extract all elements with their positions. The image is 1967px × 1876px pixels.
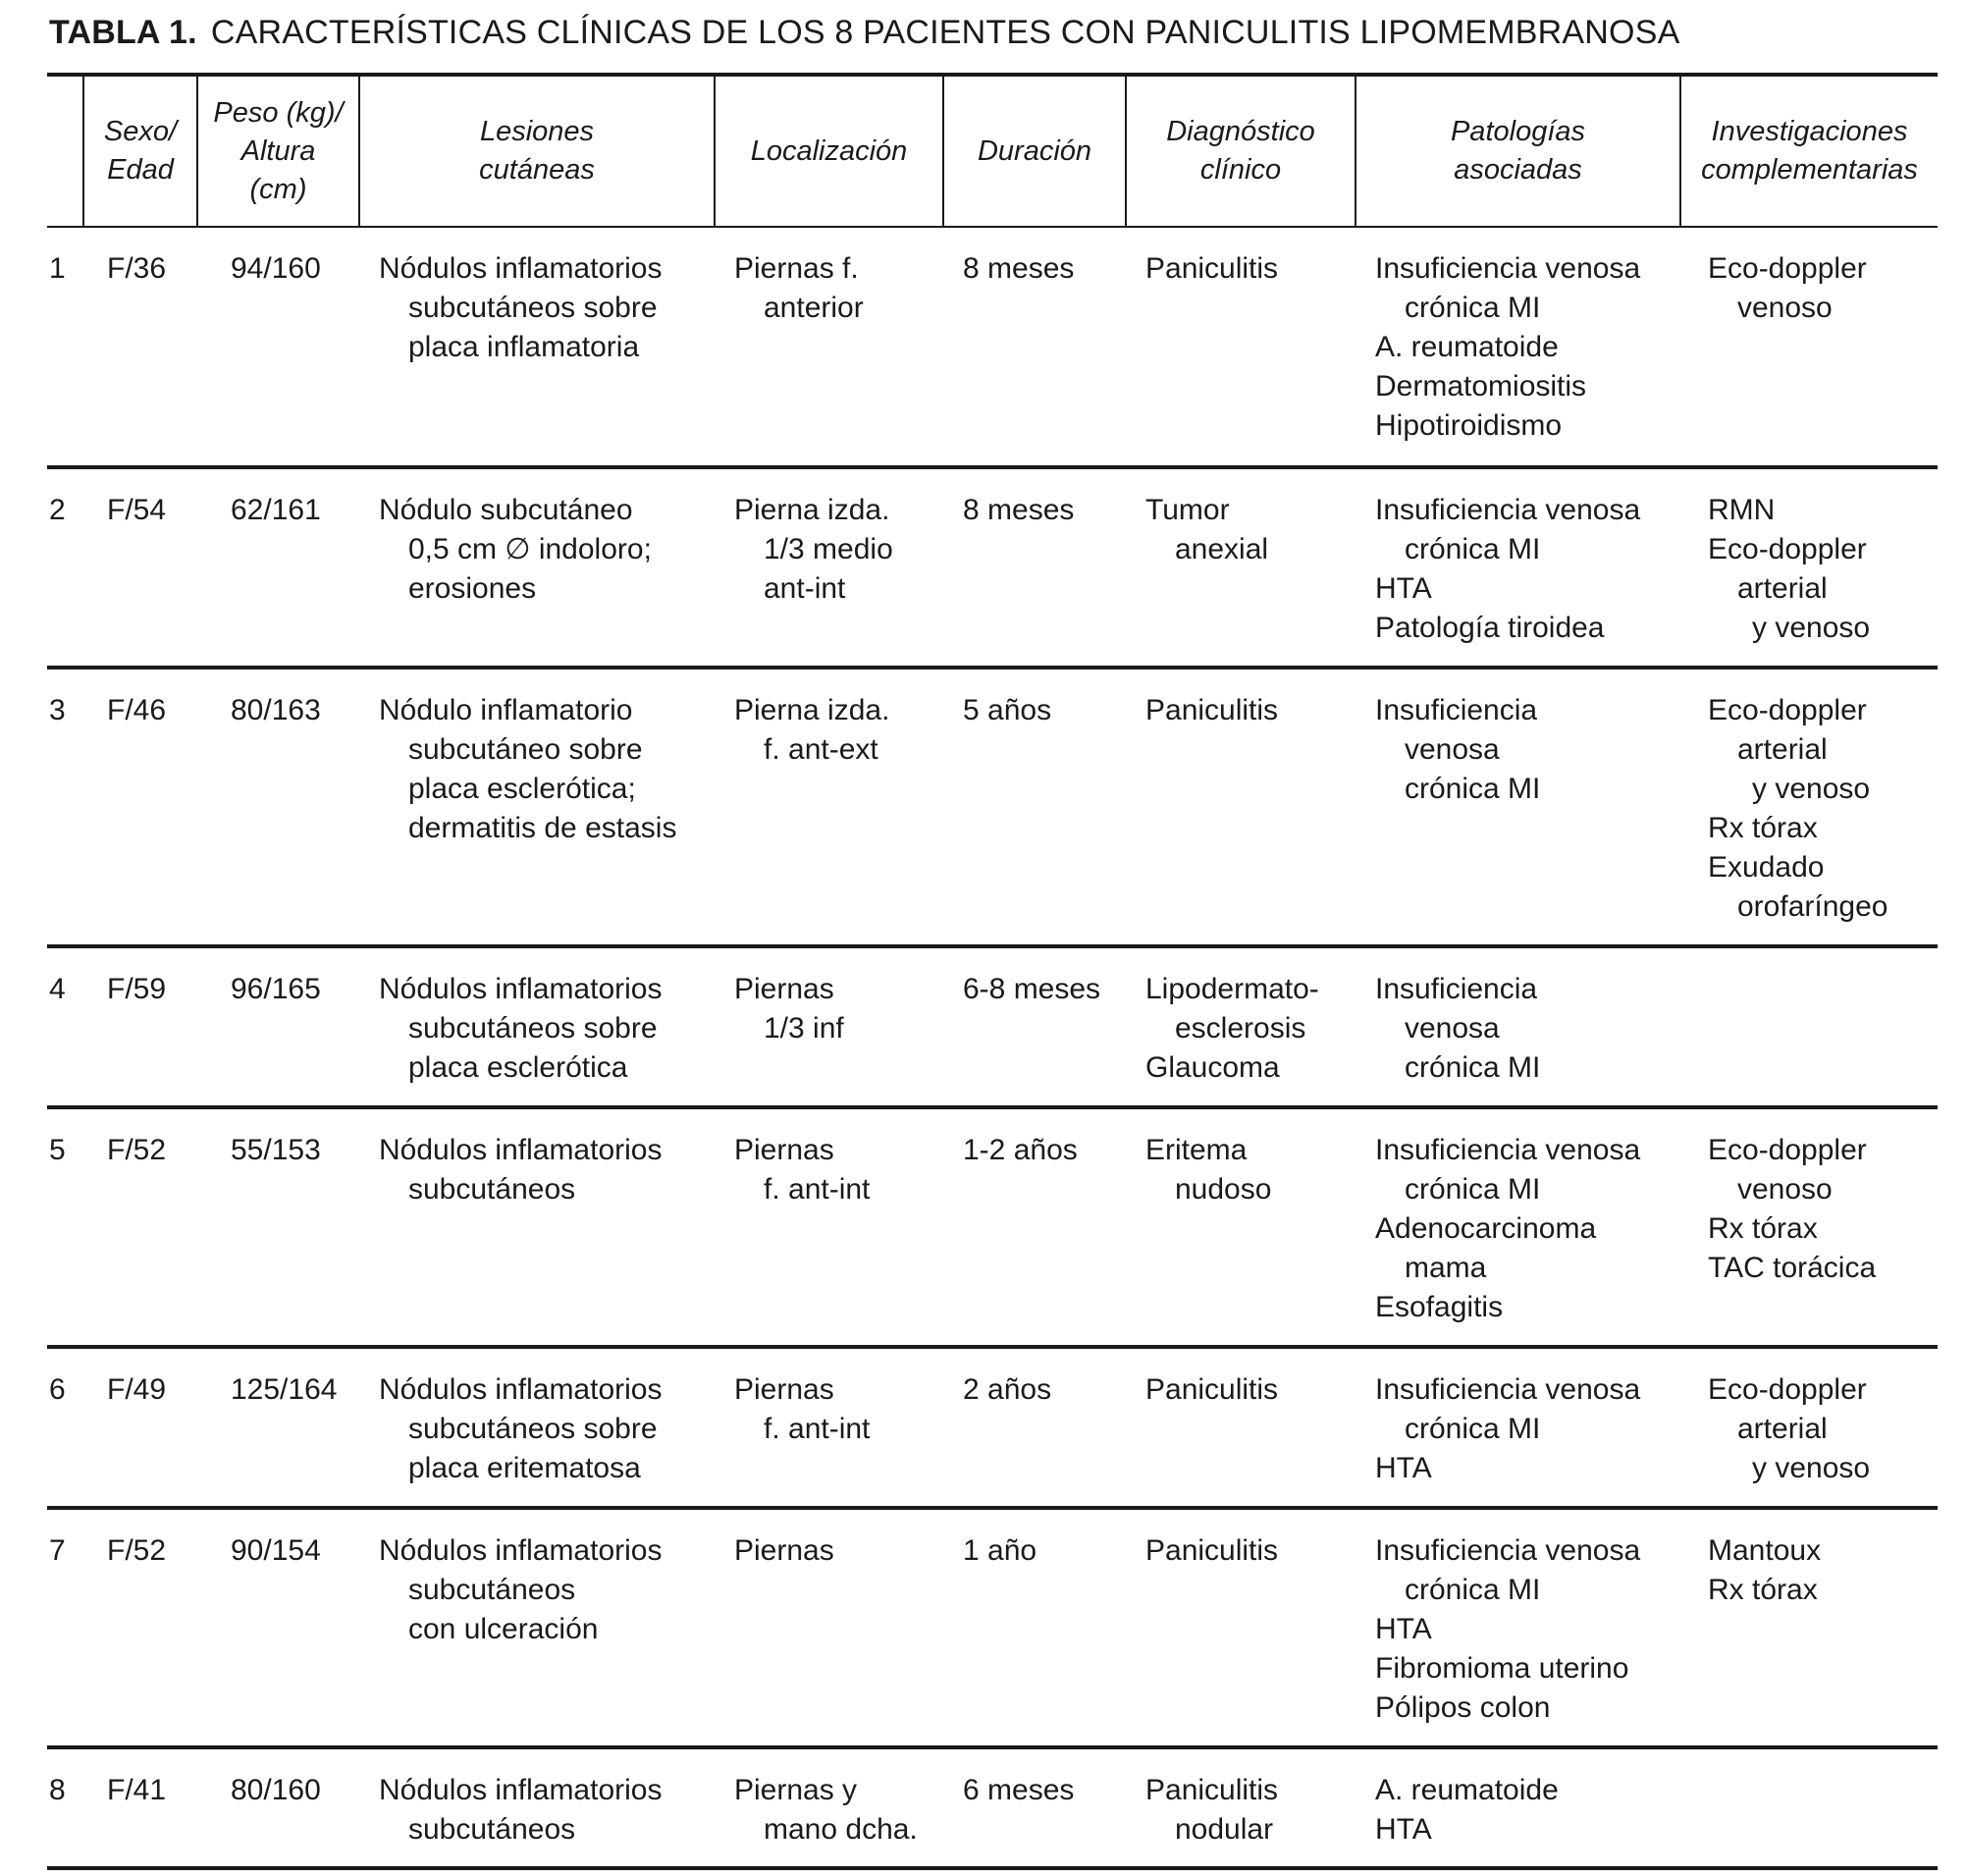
cell-line: 1/3 medio bbox=[764, 533, 893, 565]
cell-patologias bbox=[1356, 1107, 1680, 1347]
cell-sexo: F/52 bbox=[83, 1107, 197, 1347]
cell-patologias bbox=[1356, 1508, 1680, 1747]
cell-sexo: F/52 bbox=[83, 1508, 197, 1747]
cell-line: 1/3 inf bbox=[764, 1012, 844, 1045]
cell-line: Insuficiencia venosa bbox=[1375, 252, 1641, 285]
cell-line: Pólipos colon bbox=[1375, 1691, 1551, 1724]
header-line: (cm) bbox=[249, 173, 307, 205]
cell-peso: 80/163 bbox=[197, 668, 359, 946]
header-diagnostico bbox=[1126, 75, 1356, 227]
cell-peso: 62/161 bbox=[197, 467, 359, 668]
table-row bbox=[47, 668, 1938, 946]
cell-peso: 80/160 bbox=[197, 1747, 359, 1868]
cell-line: RMN bbox=[1708, 494, 1776, 526]
cell-diagnostico bbox=[1126, 1107, 1356, 1347]
cell-duracion: 1-2 años bbox=[943, 1107, 1126, 1347]
cell-sexo: F/54 bbox=[83, 467, 197, 668]
cell-line: HTA bbox=[1375, 1813, 1432, 1846]
cell-num: 3 bbox=[47, 668, 83, 946]
cell-line: arterial bbox=[1737, 1413, 1828, 1445]
cell-line: dermatitis de estasis bbox=[408, 812, 677, 844]
cell-patologias bbox=[1356, 467, 1680, 668]
cell-duracion: 8 meses bbox=[943, 227, 1126, 467]
header-localizacion bbox=[715, 75, 943, 227]
cell-line: Eco-doppler bbox=[1708, 533, 1867, 565]
header-line: Sexo/ bbox=[103, 116, 178, 147]
cell-line: crónica MI bbox=[1405, 773, 1541, 805]
header-patologias bbox=[1356, 75, 1680, 227]
cell-line: Rx tórax bbox=[1708, 1212, 1818, 1245]
cell-peso: 125/164 bbox=[197, 1347, 359, 1508]
cell-line: Eco-doppler bbox=[1708, 694, 1867, 726]
cell-line: Tumor bbox=[1145, 494, 1230, 526]
cell-line: f. ant-int bbox=[764, 1413, 871, 1445]
header-num bbox=[47, 75, 83, 227]
cell-line: crónica MI bbox=[1405, 292, 1541, 324]
cell-line: f. ant-ext bbox=[764, 733, 878, 766]
cell-line: Patología tiroidea bbox=[1375, 612, 1605, 644]
cell-diagnostico bbox=[1126, 1347, 1356, 1508]
cell-line: Hipotiroidismo bbox=[1375, 409, 1563, 442]
cell-lesiones bbox=[359, 1107, 715, 1347]
cell-line: Insuficiencia venosa bbox=[1375, 494, 1641, 526]
header-line: Altura bbox=[240, 134, 316, 167]
cell-num: 7 bbox=[47, 1508, 83, 1747]
cell-sexo: F/46 bbox=[83, 668, 197, 946]
cell-lesiones bbox=[359, 668, 715, 946]
cell-line: Rx tórax bbox=[1708, 812, 1818, 844]
cell-num: 4 bbox=[47, 946, 83, 1107]
cell-lesiones bbox=[359, 467, 715, 668]
cell-line: orofaríngeo bbox=[1737, 890, 1888, 923]
header-line: cutáneas bbox=[479, 154, 595, 186]
cell-num: 1 bbox=[47, 227, 83, 467]
cell-investigaciones bbox=[1680, 1508, 1938, 1747]
cell-diagnostico bbox=[1126, 1508, 1356, 1747]
cell-line: Eco-doppler bbox=[1708, 1373, 1867, 1406]
cell-investigaciones bbox=[1680, 1347, 1938, 1508]
cell-line: Piernas bbox=[734, 1534, 834, 1567]
header-investigaciones bbox=[1680, 75, 1938, 227]
cell-localizacion bbox=[715, 946, 943, 1107]
cell-localizacion bbox=[715, 1747, 943, 1868]
header-duracion bbox=[943, 75, 1126, 227]
header-line: Edad bbox=[107, 154, 174, 186]
cell-line: arterial bbox=[1737, 572, 1828, 605]
cell-line: y venoso bbox=[1752, 1452, 1871, 1484]
cell-line: crónica MI bbox=[1405, 1413, 1541, 1445]
cell-line: HTA bbox=[1375, 1613, 1432, 1645]
cell-duracion: 6 meses bbox=[943, 1747, 1126, 1868]
header-line: Duración bbox=[977, 134, 1092, 167]
cell-line: A. reumatoide bbox=[1375, 331, 1559, 363]
cell-line: Eco-doppler bbox=[1708, 252, 1867, 285]
cell-diagnostico bbox=[1126, 467, 1356, 668]
cell-localizacion bbox=[715, 1508, 943, 1747]
cell-num: 8 bbox=[47, 1747, 83, 1868]
cell-line: placa esclerótica; bbox=[408, 773, 636, 805]
cell-line: Piernas bbox=[734, 1373, 834, 1406]
cell-line: HTA bbox=[1375, 572, 1432, 605]
table-row bbox=[47, 227, 1938, 467]
table-body bbox=[47, 227, 1938, 1868]
cell-investigaciones bbox=[1680, 946, 1938, 1107]
cell-line: placa eritematosa bbox=[408, 1452, 641, 1484]
header-row bbox=[47, 75, 1938, 227]
cell-line: Paniculitis bbox=[1145, 1534, 1279, 1567]
cell-line: TAC torácica bbox=[1708, 1252, 1877, 1284]
cell-duracion: 8 meses bbox=[943, 467, 1126, 668]
cell-line: Glaucoma bbox=[1145, 1051, 1280, 1084]
cell-line: subcutáneo sobre bbox=[408, 733, 643, 766]
cell-line: Paniculitis bbox=[1145, 252, 1279, 285]
cell-sexo: F/49 bbox=[83, 1347, 197, 1508]
cell-line: Insuficiencia bbox=[1375, 973, 1538, 1005]
cell-line: Adenocarcinoma bbox=[1375, 1212, 1597, 1245]
header-line: Investigaciones bbox=[1711, 116, 1908, 147]
cell-duracion: 5 años bbox=[943, 668, 1126, 946]
cell-line: subcutáneos bbox=[408, 1813, 576, 1846]
cell-line: placa esclerótica bbox=[408, 1051, 628, 1084]
cell-localizacion bbox=[715, 1107, 943, 1347]
header-line: clínico bbox=[1199, 154, 1282, 186]
cell-localizacion bbox=[715, 227, 943, 467]
cell-line: y venoso bbox=[1752, 612, 1871, 644]
cell-line: con ulceración bbox=[408, 1613, 599, 1645]
cell-sexo: F/41 bbox=[83, 1747, 197, 1868]
cell-line: Fibromioma uterino bbox=[1375, 1652, 1629, 1685]
cell-line: Nódulos inflamatorios bbox=[379, 973, 663, 1005]
cell-patologias bbox=[1356, 1747, 1680, 1868]
cell-duracion: 1 año bbox=[943, 1508, 1126, 1747]
cell-investigaciones bbox=[1680, 668, 1938, 946]
cell-lesiones bbox=[359, 227, 715, 467]
cell-investigaciones bbox=[1680, 1747, 1938, 1868]
cell-line: esclerosis bbox=[1175, 1012, 1306, 1045]
cell-num: 2 bbox=[47, 467, 83, 668]
cell-peso: 55/153 bbox=[197, 1107, 359, 1347]
cell-num: 6 bbox=[47, 1347, 83, 1508]
cell-line: crónica MI bbox=[1405, 1574, 1541, 1606]
header-peso-altura bbox=[197, 75, 359, 227]
cell-patologias bbox=[1356, 227, 1680, 467]
header-sexo-edad bbox=[83, 75, 197, 227]
cell-diagnostico bbox=[1126, 946, 1356, 1107]
table-title-text: CARACTERÍSTICAS CLÍNICAS DE LOS 8 PACIENTES CON PANICULITIS LIPOMEMBRANOSA bbox=[210, 14, 1680, 51]
cell-lesiones bbox=[359, 1747, 715, 1868]
cell-line: crónica MI bbox=[1405, 1051, 1541, 1084]
table-row bbox=[47, 1107, 1938, 1347]
cell-line: mano dcha. bbox=[764, 1813, 918, 1846]
cell-line: f. ant-int bbox=[764, 1173, 871, 1206]
cell-line: y venoso bbox=[1752, 773, 1871, 805]
cell-line: mama bbox=[1405, 1252, 1487, 1284]
cell-line: Paniculitis bbox=[1145, 1774, 1279, 1806]
cell-localizacion bbox=[715, 668, 943, 946]
cell-investigaciones bbox=[1680, 227, 1938, 467]
cell-line: venosa bbox=[1405, 1012, 1500, 1045]
cell-line: nodular bbox=[1175, 1813, 1274, 1846]
cell-line: Piernas bbox=[734, 973, 834, 1005]
cell-sexo: F/59 bbox=[83, 946, 197, 1107]
header-line: Diagnóstico bbox=[1166, 116, 1315, 147]
cell-line: Insuficiencia bbox=[1375, 694, 1538, 726]
cell-line: Insuficiencia venosa bbox=[1375, 1134, 1641, 1166]
cell-line: Nódulos inflamatorios bbox=[379, 1774, 663, 1806]
cell-line: Nódulos inflamatorios bbox=[379, 1534, 663, 1567]
cell-line: Paniculitis bbox=[1145, 1373, 1279, 1406]
cell-lesiones bbox=[359, 1508, 715, 1747]
cell-line: Exudado bbox=[1708, 851, 1825, 884]
cell-line: erosiones bbox=[408, 572, 537, 605]
cell-line: Piernas y bbox=[734, 1774, 858, 1806]
cell-investigaciones bbox=[1680, 1107, 1938, 1347]
cell-line: nudoso bbox=[1175, 1173, 1272, 1206]
cell-line: Nódulo subcutáneo bbox=[379, 494, 633, 526]
cell-line: Nódulos inflamatorios bbox=[379, 252, 663, 285]
cell-line: anterior bbox=[764, 292, 864, 324]
cell-line: crónica MI bbox=[1405, 1173, 1541, 1206]
cell-peso: 94/160 bbox=[197, 227, 359, 467]
header-line: complementarias bbox=[1701, 154, 1918, 186]
cell-line: Piernas bbox=[734, 1134, 834, 1166]
table-title bbox=[49, 14, 1679, 52]
cell-line: Rx tórax bbox=[1708, 1574, 1818, 1606]
cell-peso: 96/165 bbox=[197, 946, 359, 1107]
cell-line: subcutáneos sobre bbox=[408, 1012, 658, 1045]
cell-line: venoso bbox=[1737, 292, 1833, 324]
cell-line: Esofagitis bbox=[1375, 1291, 1504, 1323]
cell-line: Pierna izda. bbox=[734, 694, 890, 726]
cell-patologias bbox=[1356, 668, 1680, 946]
cell-lesiones bbox=[359, 1347, 715, 1508]
cell-line: Nódulo inflamatorio bbox=[379, 694, 633, 726]
cell-line: 0,5 cm ∅ indoloro; bbox=[408, 533, 652, 565]
cell-investigaciones bbox=[1680, 467, 1938, 668]
cell-line: Paniculitis bbox=[1145, 694, 1279, 726]
header-line: Peso (kg)/ bbox=[213, 96, 344, 129]
cell-localizacion bbox=[715, 1347, 943, 1508]
cell-sexo: F/36 bbox=[83, 227, 197, 467]
cell-line: Dermatomiositis bbox=[1375, 370, 1587, 402]
header-line: Patologías bbox=[1450, 116, 1586, 147]
cell-line: ant-int bbox=[764, 572, 846, 605]
header-line: Lesiones bbox=[479, 116, 595, 147]
cell-line: Nódulos inflamatorios bbox=[379, 1134, 663, 1166]
cell-diagnostico bbox=[1126, 1747, 1356, 1868]
cell-line: HTA bbox=[1375, 1452, 1432, 1484]
table-row bbox=[47, 1508, 1938, 1747]
cell-line: crónica MI bbox=[1405, 533, 1541, 565]
header-line: asociadas bbox=[1454, 154, 1582, 186]
cell-lesiones bbox=[359, 946, 715, 1107]
cell-line: anexial bbox=[1175, 533, 1269, 565]
cell-num: 5 bbox=[47, 1107, 83, 1347]
header-lesiones bbox=[359, 75, 715, 227]
clinical-table bbox=[47, 73, 1938, 1870]
cell-line: subcutáneos sobre bbox=[408, 292, 658, 324]
cell-localizacion bbox=[715, 467, 943, 668]
table-title-label: TABLA 1. bbox=[49, 14, 197, 51]
cell-line: arterial bbox=[1737, 733, 1828, 766]
cell-line: Mantoux bbox=[1708, 1534, 1822, 1567]
cell-line: Nódulos inflamatorios bbox=[379, 1373, 663, 1406]
cell-line: Piernas f. bbox=[734, 252, 859, 285]
cell-patologias bbox=[1356, 946, 1680, 1107]
cell-duracion: 6-8 meses bbox=[943, 946, 1126, 1107]
cell-line: subcutáneos sobre bbox=[408, 1413, 658, 1445]
cell-line: Eco-doppler bbox=[1708, 1134, 1867, 1166]
cell-line: subcutáneos bbox=[408, 1173, 576, 1206]
cell-line: Eritema bbox=[1145, 1134, 1248, 1166]
header-line: Localización bbox=[750, 134, 908, 167]
table-row bbox=[47, 1347, 1938, 1508]
cell-line: A. reumatoide bbox=[1375, 1774, 1559, 1806]
cell-patologias bbox=[1356, 1347, 1680, 1508]
cell-line: Pierna izda. bbox=[734, 494, 890, 526]
cell-line: Lipodermato- bbox=[1145, 973, 1319, 1005]
cell-duracion: 2 años bbox=[943, 1347, 1126, 1508]
cell-diagnostico bbox=[1126, 227, 1356, 467]
cell-line: Insuficiencia venosa bbox=[1375, 1534, 1641, 1567]
table-row bbox=[47, 1747, 1938, 1868]
cell-line: placa inflamatoria bbox=[408, 331, 640, 363]
cell-line: Insuficiencia venosa bbox=[1375, 1373, 1641, 1406]
table-row bbox=[47, 467, 1938, 668]
cell-line: venoso bbox=[1737, 1173, 1833, 1206]
cell-diagnostico bbox=[1126, 668, 1356, 946]
table-row bbox=[47, 946, 1938, 1107]
cell-peso: 90/154 bbox=[197, 1508, 359, 1747]
cell-line: venosa bbox=[1405, 733, 1500, 766]
cell-line: subcutáneos bbox=[408, 1574, 576, 1606]
